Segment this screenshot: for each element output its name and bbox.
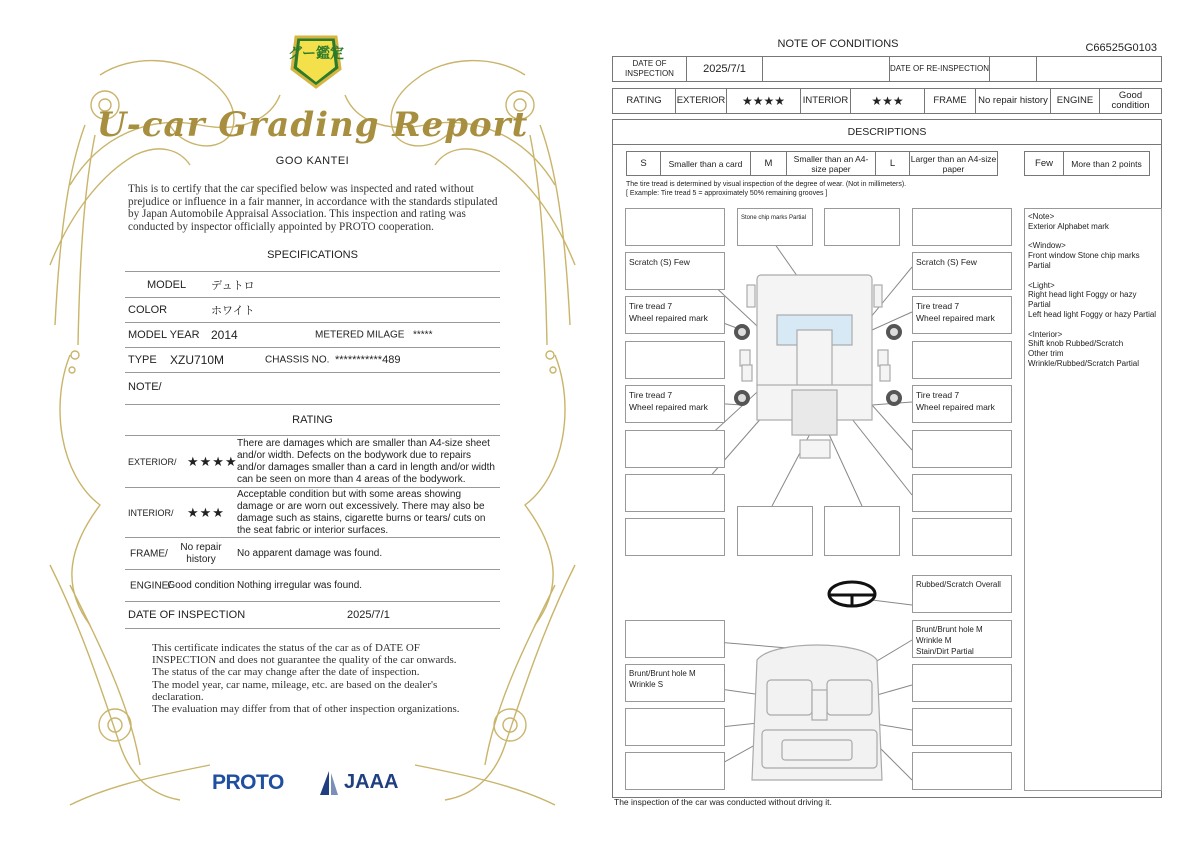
note-heading: <Note> — [1028, 212, 1055, 221]
tire-rear-right-box — [912, 385, 1012, 423]
stone-chip-note: Stone chip marks Partial — [741, 215, 807, 221]
legend-text-l: Larger than an A4-size paper — [909, 151, 998, 176]
interior-right-box — [912, 620, 1012, 658]
model-label: MODEL — [147, 279, 187, 291]
specs-heading: SPECIFICATIONS — [267, 249, 358, 261]
scratch-right-note: Scratch (S) Few — [916, 257, 977, 267]
diagram-box — [625, 341, 725, 379]
diagram-box — [625, 708, 725, 746]
footnote-line: INSPECTION and does not guarantee the quality of the car onwards. — [152, 654, 457, 667]
stone-chip-box — [737, 208, 813, 246]
scratch-left-note: Scratch (S) Few — [629, 257, 690, 267]
diagram-box — [912, 341, 1012, 379]
frame-label: FRAME/ — [130, 548, 168, 559]
tread-note: The tire tread is determined by visual inspection of the degree of wear. (Not in millimeters). — [626, 181, 907, 188]
interior-line: Wrinkle/Rubbed/Scratch Partial — [1028, 358, 1140, 368]
grading-certificate — [40, 25, 585, 825]
model-year-row — [125, 323, 500, 348]
interior-right-note: Wrinkle M — [916, 636, 952, 645]
exterior-label: EXTERIOR/ — [128, 456, 177, 467]
type-row — [125, 348, 500, 373]
legend-text-m: Smaller than an A4-size paper — [786, 151, 876, 176]
badge-text: グー鑑定 — [288, 46, 344, 62]
model-year-value: 2014 — [211, 328, 238, 342]
rating-label: RATING — [612, 88, 676, 114]
type-value: XZU710M — [170, 353, 225, 367]
legend-code-m: M — [750, 151, 787, 176]
tire-fr-wheel: Wheel repaired mark — [916, 313, 995, 323]
window-line: Front window Stone chip marks Partial — [1028, 251, 1140, 270]
footnote-line: The status of the car may change after the date of inspection. — [152, 666, 420, 679]
reinspection-value-cell — [1036, 56, 1162, 82]
light-line: Right head light Foggy or hazy Partial — [1028, 290, 1137, 310]
diagram-box — [912, 518, 1012, 556]
bottom-note: The inspection of the car was conducted without driving it. — [614, 797, 832, 807]
interior-left-note: Brunt/Brunt hole M — [629, 669, 696, 678]
milage-label: METERED MILAGE — [315, 329, 405, 341]
tread-example: [ Example: Tire tread 5 = approximately 50% remaining grooves ] — [626, 190, 828, 197]
report-title: U-car Grading Report — [96, 105, 529, 145]
note-row — [125, 373, 500, 405]
note-of-conditions-sheet — [612, 30, 1164, 820]
engine-label: ENGINE/ — [130, 580, 172, 591]
diagram-box — [625, 752, 725, 790]
tire-rear-left-box — [625, 385, 725, 423]
frame-row — [125, 538, 500, 570]
tire-rl-tread: Tire tread 7 — [629, 390, 673, 400]
frame-value: No repair history — [180, 541, 222, 565]
legend-text-few: More than 2 points — [1063, 151, 1150, 176]
diagram-box — [824, 506, 900, 556]
frame-description: No apparent damage was found. — [237, 547, 383, 559]
date-label: DATE OF INSPECTION — [612, 56, 687, 82]
interior-stars: ★★★ — [187, 504, 225, 520]
interior-description: Acceptable condition but with some areas showing damage or are worn out excessively. There may also be damage such as stains, cigarette burns or tears/ cuts on the seat fabric or interior surfaces. — [237, 488, 486, 536]
model-value: デュトロ — [211, 280, 255, 292]
footnote-line: The model year, car name, mileage, etc. are based on the dealer's — [152, 678, 438, 691]
certify-text: This is to certify that the car specified below was inspected and rated without prejudice or influence in a fair manner, in accordance with the standards stipulated by Japan Automobile Appraisal Association. This inspection and rating was conducted by inspector officially appointed by PROTO cooperation. — [128, 183, 498, 233]
jaaa-mark-icon — [318, 769, 340, 797]
color-label: COLOR — [128, 304, 168, 316]
notes-panel — [1024, 208, 1162, 791]
sheet-title: NOTE OF CONDITIONS — [777, 38, 899, 50]
exterior-stars: ★★★★ — [726, 88, 801, 114]
color-value: ホワイト — [211, 305, 255, 317]
legend-code-l: L — [875, 151, 910, 176]
tire-rr-tread: Tire tread 7 — [916, 390, 960, 400]
diagram-box — [824, 208, 900, 246]
frame-label: FRAME — [924, 88, 976, 114]
exterior-label: EXTERIOR — [675, 88, 727, 114]
model-row — [125, 273, 500, 298]
interior-line: Shift knob Rubbed/Scratch — [1028, 339, 1124, 349]
interior-label: INTERIOR — [800, 88, 851, 114]
note-line: Exterior Alphabet mark — [1028, 221, 1109, 231]
tire-front-right-box — [912, 296, 1012, 334]
inspection-date-value: 2025/7/1 — [347, 609, 390, 621]
scratch-right-box — [912, 252, 1012, 290]
date-value: 2025/7/1 — [686, 56, 763, 82]
interior-stars: ★★★ — [850, 88, 925, 114]
interior-left-box — [625, 664, 725, 702]
diagram-box — [912, 430, 1012, 468]
diagram-box — [625, 620, 725, 658]
proto-logo: PROTO — [212, 771, 284, 794]
diagram-box — [625, 474, 725, 512]
inspection-date-row — [125, 602, 500, 629]
diagram-box — [912, 708, 1012, 746]
exterior-rating-row — [125, 436, 500, 488]
steering-wheel-icon — [829, 582, 875, 606]
org-name: GOO KANTEI — [275, 155, 350, 167]
rating-heading: RATING — [292, 414, 333, 426]
descriptions-heading: DESCRIPTIONS — [612, 119, 1162, 145]
interior-right-note: Stain/Dirt Partial — [916, 647, 974, 656]
interior-right-note: Brunt/Brunt hole M — [916, 625, 983, 634]
reinspection-label: DATE OF RE-INSPECTION — [889, 56, 990, 82]
specs-top-rule — [125, 271, 500, 272]
wheel-note-box — [912, 575, 1012, 613]
tire-rr-wheel: Wheel repaired mark — [916, 402, 995, 412]
diagram-box — [912, 474, 1012, 512]
diagram-box — [912, 664, 1012, 702]
certificate-footnote — [152, 642, 512, 715]
interior-rating-row — [125, 488, 500, 538]
light-heading: <Light> — [1028, 280, 1055, 290]
footnote-line: The evaluation may differ from that of other inspection organizations. — [152, 703, 460, 716]
legend-code-s: S — [626, 151, 661, 176]
diagram-box — [625, 430, 725, 468]
light-line: Left head light Foggy or hazy Partial — [1028, 309, 1157, 319]
exterior-description: There are damages which are smaller than A4-size sheet and/or width. Defects on the bodywork due to repairs and/or damages smaller than a card in length and/or width can be seen on more than 4 areas of the bodywork. — [237, 437, 495, 485]
scratch-left-box — [625, 252, 725, 290]
interior-line: Other trim — [1028, 349, 1064, 359]
tire-fl-wheel: Wheel repaired mark — [629, 313, 708, 323]
wheel-note: Rubbed/Scratch Overall — [916, 580, 1001, 589]
inspection-date-label: DATE OF INSPECTION — [128, 609, 246, 621]
frame-value: No repair history — [975, 88, 1051, 114]
type-label: TYPE — [128, 354, 157, 366]
interior-heading: <Interior> — [1028, 329, 1063, 339]
engine-value: Good condition — [167, 579, 235, 591]
exterior-stars: ★★★★ — [187, 453, 238, 469]
chassis-label: CHASSIS NO. — [265, 354, 330, 366]
sheet-id: C66525G0103 — [1085, 42, 1157, 54]
legend-text-s: Smaller than a card — [660, 151, 751, 176]
diagram-box — [625, 518, 725, 556]
chassis-value: ***********489 — [335, 354, 401, 366]
window-heading: <Window> — [1028, 241, 1066, 251]
footnote-line: declaration. — [152, 690, 204, 703]
diagram-box — [625, 208, 725, 246]
color-row — [125, 298, 500, 323]
engine-row — [125, 570, 500, 602]
tire-rl-wheel: Wheel repaired mark — [629, 402, 708, 412]
tire-front-left-box — [625, 296, 725, 334]
note-label: NOTE/ — [128, 381, 162, 393]
tire-fl-tread: Tire tread 7 — [629, 301, 673, 311]
tire-fr-tread: Tire tread 7 — [916, 301, 960, 311]
engine-value: Good condition — [1099, 88, 1162, 114]
model-year-label: MODEL YEAR — [128, 329, 200, 341]
interior-label: INTERIOR/ — [128, 507, 174, 518]
diagram-box — [912, 752, 1012, 790]
diagram-box — [912, 208, 1012, 246]
engine-description: Nothing irregular was found. — [237, 579, 363, 591]
goo-kantei-badge-icon — [286, 31, 346, 91]
footnote-line: This certificate indicates the status of the car as of DATE OF — [152, 642, 420, 654]
milage-value: ***** — [413, 329, 433, 341]
diagram-box — [737, 506, 813, 556]
engine-label: ENGINE — [1050, 88, 1100, 114]
interior-left-note: Wrinkle S — [629, 680, 664, 689]
legend-code-few: Few — [1024, 151, 1064, 176]
jaaa-logo: JAAA — [344, 771, 399, 793]
